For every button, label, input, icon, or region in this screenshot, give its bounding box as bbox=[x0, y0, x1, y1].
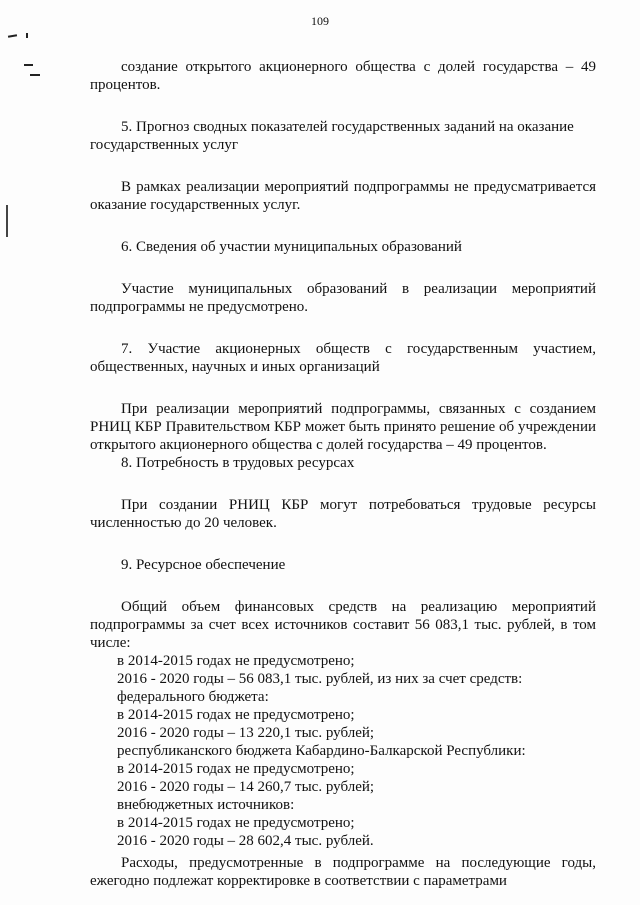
list-item: федерального бюджета: bbox=[117, 689, 269, 705]
spacer bbox=[90, 94, 596, 118]
document-body bbox=[90, 58, 596, 890]
scan-margin-line bbox=[6, 205, 8, 237]
scan-mark bbox=[30, 74, 40, 76]
spacer bbox=[90, 256, 596, 280]
list-item: внебюджетных источников: bbox=[117, 797, 295, 813]
list-item: 2016 - 2020 годы – 56 083,1 тыс. рублей, из них за счет средств: bbox=[117, 671, 523, 687]
spacer bbox=[90, 532, 596, 556]
scan-mark bbox=[24, 64, 33, 66]
page-number: 109 bbox=[311, 14, 329, 28]
section-heading-5: 5. Прогноз сводных показателей государственных заданий на оказание государственных услуг bbox=[90, 119, 574, 153]
list-item: в 2014-2015 годах не предусмотрено; bbox=[117, 653, 355, 669]
scan-mark bbox=[26, 33, 28, 38]
section-heading-6: 6. Сведения об участии муниципальных образований bbox=[121, 239, 462, 255]
spacer bbox=[90, 472, 596, 496]
list-item: в 2014-2015 годах не предусмотрено; bbox=[117, 707, 355, 723]
paragraph-expenses: Расходы, предусмотренные в подпрограмме на последующие годы, ежегодно подлежат корректировке в соответствии с параметрами bbox=[90, 855, 596, 889]
list-item: 2016 - 2020 годы – 13 220,1 тыс. рублей; bbox=[117, 725, 375, 741]
scan-mark bbox=[8, 34, 17, 38]
spacer bbox=[90, 154, 596, 178]
paragraph-rnic: При реализации мероприятий подпрограммы, связанных с созданием РНИЦ КБР Правительством КБР может быть принято решение об учреждении открытого акционерного общества с долей государства – 49 процентов. bbox=[90, 401, 596, 453]
list-item: республиканского бюджета Кабардино-Балкарской Республики: bbox=[117, 743, 526, 759]
paragraph-continued: создание открытого акционерного общества с долей государства – 49 процентов. bbox=[90, 59, 596, 93]
section-heading-9: 9. Ресурсное обеспечение bbox=[121, 557, 286, 573]
list-item: 2016 - 2020 годы – 14 260,7 тыс. рублей; bbox=[117, 779, 375, 795]
section-heading-8: 8. Потребность в трудовых ресурсах bbox=[121, 455, 355, 471]
paragraph-services: В рамках реализации мероприятий подпрограммы не предусматривается оказание государственных услуг. bbox=[90, 179, 596, 213]
list-item: 2016 - 2020 годы – 28 602,4 тыс. рублей. bbox=[117, 833, 374, 849]
paragraph-labor: При создании РНИЦ КБР могут потребоваться трудовые ресурсы численностью до 20 человек. bbox=[90, 497, 596, 531]
spacer bbox=[90, 214, 596, 238]
section-heading-7: 7. Участие акционерных обществ с государственным участием, общественных, научных и иных организаций bbox=[90, 341, 596, 375]
paragraph-funding: Общий объем финансовых средств на реализацию мероприятий подпрограммы за счет всех источников составит 56 083,1 тыс. рублей, в том числе: bbox=[90, 599, 596, 651]
spacer bbox=[90, 376, 596, 400]
funding-list bbox=[90, 652, 596, 850]
list-item: в 2014-2015 годах не предусмотрено; bbox=[117, 761, 355, 777]
list-item: в 2014-2015 годах не предусмотрено; bbox=[117, 815, 355, 831]
spacer bbox=[90, 574, 596, 598]
spacer bbox=[90, 316, 596, 340]
paragraph-municipal: Участие муниципальных образований в реализации мероприятий подпрограммы не предусмотрено. bbox=[90, 281, 596, 315]
